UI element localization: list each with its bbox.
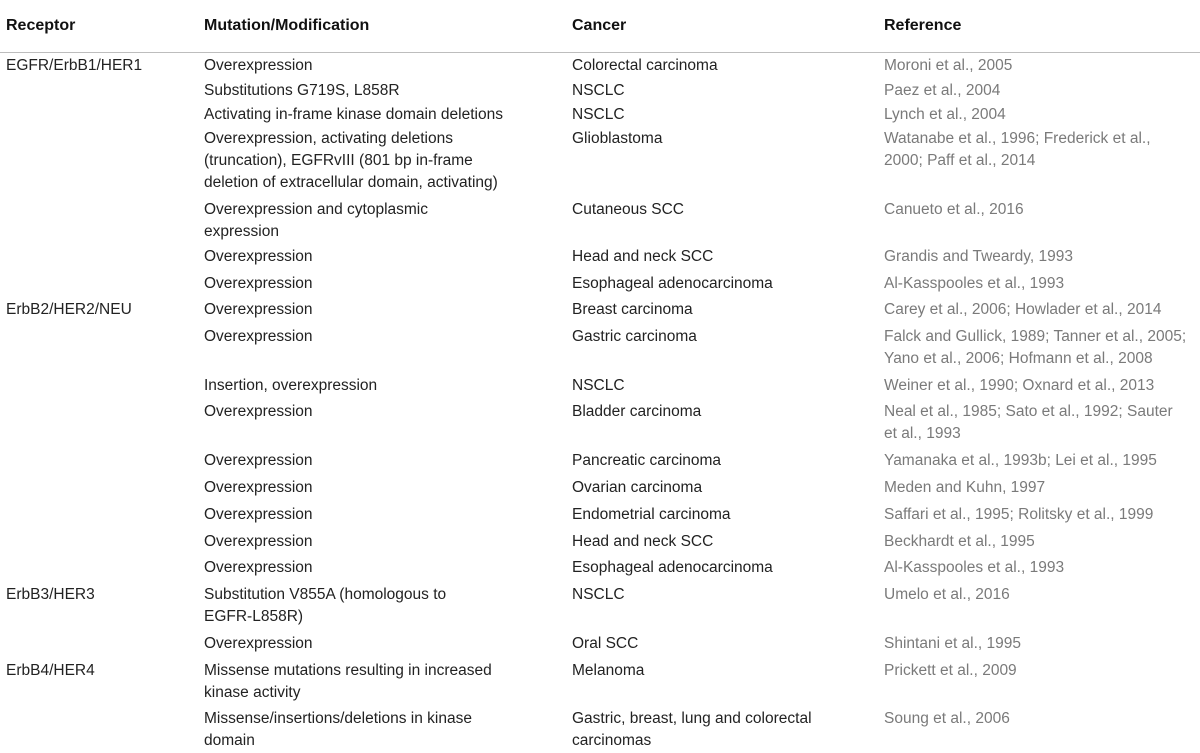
- cell-mutation: Overexpression: [204, 452, 313, 469]
- header-reference: Reference: [884, 17, 962, 34]
- cell-reference: Yamanaka et al., 1993b; Lei et al., 1995: [884, 452, 1157, 469]
- cell-reference: Soung et al., 2006: [884, 710, 1010, 727]
- cell-cancer: Ovarian carcinoma: [572, 479, 703, 496]
- cell-cancer: Cutaneous SCC: [572, 201, 685, 218]
- cell-mutation: Overexpression: [204, 559, 313, 576]
- cell-reference: Lynch et al., 2004: [884, 106, 1006, 123]
- cell-mutation: Substitutions G719S, L858R: [204, 82, 400, 99]
- cell-mutation: Overexpression: [204, 301, 313, 318]
- cell-reference: Al-Kasspooles et al., 1993: [884, 275, 1065, 292]
- cell-mutation: Overexpression: [204, 479, 313, 496]
- cell-reference: Paez et al., 2004: [884, 82, 1001, 99]
- cell-reference: Falck and Gullick, 1989; Tanner et al., 2005; Yano et al., 2006; Hofmann et al., 2008: [884, 328, 1187, 367]
- header-cancer: Cancer: [572, 17, 627, 34]
- cell-cancer: NSCLC: [572, 586, 625, 603]
- cell-mutation: Overexpression: [204, 248, 313, 265]
- cell-mutation: Activating in-frame kinase domain deletions: [204, 106, 503, 123]
- cell-cancer: NSCLC: [572, 82, 625, 99]
- cell-cancer: Colorectal carcinoma: [572, 57, 718, 74]
- cell-mutation: Overexpression: [204, 328, 313, 345]
- cell-cancer: Gastric, breast, lung and colorectal carcinomas: [572, 710, 812, 749]
- cell-receptor: ErbB3/HER3: [6, 586, 95, 603]
- cell-cancer: Head and neck SCC: [572, 248, 714, 265]
- cell-reference: Al-Kasspooles et al., 1993: [884, 559, 1065, 576]
- cell-cancer: Endometrial carcinoma: [572, 506, 731, 523]
- cell-mutation: Overexpression: [204, 275, 313, 292]
- cell-mutation: Insertion, overexpression: [204, 377, 378, 394]
- header-mutation: Mutation/Modification: [204, 17, 370, 34]
- cell-reference: Grandis and Tweardy, 1993: [884, 248, 1073, 265]
- cell-cancer: Esophageal adenocarcinoma: [572, 275, 773, 292]
- cell-cancer: Breast carcinoma: [572, 301, 693, 318]
- cell-mutation: Overexpression: [204, 635, 313, 652]
- cell-cancer: Oral SCC: [572, 635, 639, 652]
- cell-reference: Canueto et al., 2016: [884, 201, 1024, 218]
- cell-mutation: Missense mutations resulting in increased kinase activity: [204, 662, 492, 701]
- cell-reference: Saffari et al., 1995; Rolitsky et al., 1999: [884, 506, 1154, 523]
- cell-cancer: Esophageal adenocarcinoma: [572, 559, 773, 576]
- cell-reference: Weiner et al., 1990; Oxnard et al., 2013: [884, 377, 1155, 394]
- cell-reference: Neal et al., 1985; Sato et al., 1992; Sauter et al., 1993: [884, 403, 1173, 442]
- table-header: [0, 0, 1200, 53]
- cell-reference: Prickett et al., 2009: [884, 662, 1017, 679]
- cell-cancer: Pancreatic carcinoma: [572, 452, 722, 469]
- cell-receptor: EGFR/ErbB1/HER1: [6, 57, 143, 74]
- cell-reference: Moroni et al., 2005: [884, 57, 1013, 74]
- cell-mutation: Overexpression and cytoplasmic expression: [204, 201, 428, 240]
- cell-reference: Watanabe et al., 1996; Frederick et al., 2000; Paff et al., 2014: [884, 130, 1151, 169]
- cell-cancer: Head and neck SCC: [572, 533, 714, 550]
- cell-mutation: Overexpression: [204, 57, 313, 74]
- cell-cancer: Glioblastoma: [572, 130, 663, 147]
- cell-mutation: Overexpression: [204, 403, 313, 420]
- cell-cancer: Bladder carcinoma: [572, 403, 702, 420]
- cell-cancer: NSCLC: [572, 106, 625, 123]
- header-receptor: Receptor: [6, 17, 76, 34]
- cell-receptor: ErbB2/HER2/NEU: [6, 301, 132, 318]
- cell-reference: Umelo et al., 2016: [884, 586, 1010, 603]
- cell-mutation: Overexpression, activating deletions (truncation), EGFRvIII (801 bp in-frame deletion of extracellular domain, activating): [204, 130, 498, 191]
- cell-reference: Carey et al., 2006; Howlader et al., 2014: [884, 301, 1162, 318]
- cell-mutation: Substitution V855A (homologous to EGFR-L858R): [204, 586, 447, 625]
- cell-cancer: Melanoma: [572, 662, 645, 679]
- cell-mutation: Overexpression: [204, 506, 313, 523]
- cell-cancer: NSCLC: [572, 377, 625, 394]
- cell-receptor: ErbB4/HER4: [6, 662, 95, 679]
- cell-reference: Meden and Kuhn, 1997: [884, 479, 1046, 496]
- cell-mutation: Overexpression: [204, 533, 313, 550]
- cell-reference: Beckhardt et al., 1995: [884, 533, 1035, 550]
- cell-cancer: Gastric carcinoma: [572, 328, 697, 345]
- cell-reference: Shintani et al., 1995: [884, 635, 1022, 652]
- cell-mutation: Missense/insertions/deletions in kinase domain: [204, 710, 472, 749]
